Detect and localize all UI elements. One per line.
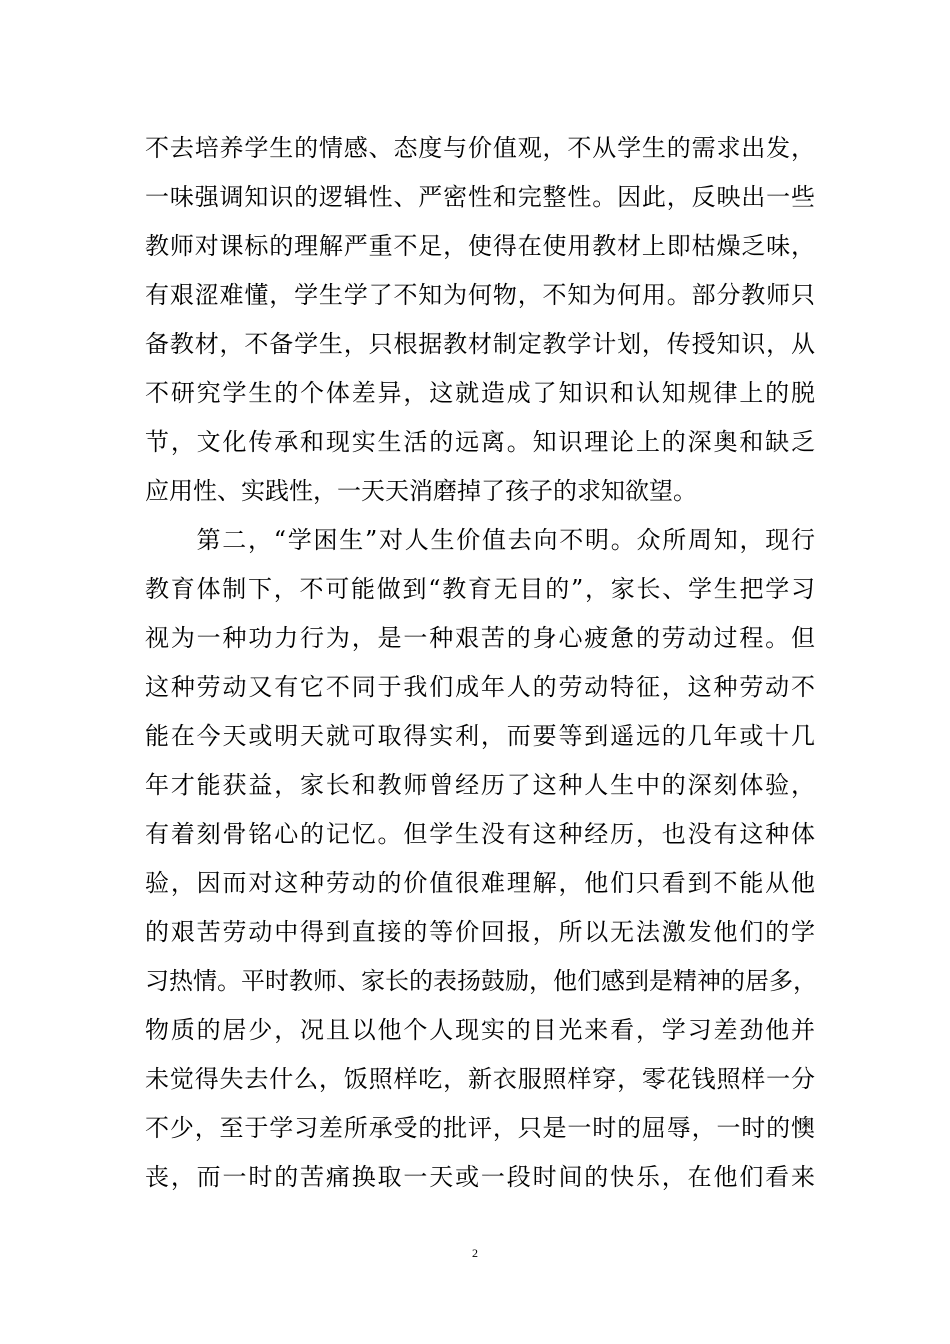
text-line: 第二，“学困生”对人生价值去向不明。众所周知，现行 [145, 526, 815, 554]
text-line: 年才能获益，家长和教师曾经历了这种人生中的深刻体验， [145, 771, 815, 799]
text-line: 一味强调知识的逻辑性、严密性和完整性。因此，反映出一些 [145, 183, 815, 211]
text-line: 视为一种功力行为，是一种艰苦的身心疲惫的劳动过程。但 [145, 624, 815, 652]
body-text [145, 124, 815, 1202]
page-number: 2 [472, 1246, 478, 1260]
text-line: 丧，而一时的苦痛换取一天或一段时间的快乐，在他们看来 [145, 1163, 815, 1191]
text-line: 这种劳动又有它不同于我们成年人的劳动特征，这种劳动不 [145, 673, 815, 701]
text-line: 教育体制下，不可能做到“教育无目的”，家长、学生把学习 [145, 575, 815, 603]
text-line: 验，因而对这种劳动的价值很难理解，他们只看到不能从他 [145, 869, 815, 897]
text-line: 应用性、实践性，一天天消磨掉了孩子的求知欲望。 [145, 477, 697, 505]
text-line: 节，文化传承和现实生活的远离。知识理论上的深奥和缺乏 [145, 428, 815, 456]
text-line: 有艰涩难懂，学生学了不知为何物，不知为何用。部分教师只 [145, 281, 815, 309]
text-line: 物质的居少，况且以他个人现实的目光来看，学习差劲他并 [145, 1016, 815, 1044]
text-line: 不少，至于学习差所承受的批评，只是一时的屈辱，一时的懊 [145, 1114, 815, 1142]
text-line: 有着刻骨铭心的记忆。但学生没有这种经历，也没有这种体 [145, 820, 815, 848]
text-line: 不去培养学生的情感、态度与价值观，不从学生的需求出发， [145, 134, 815, 162]
text-line: 不研究学生的个体差异，这就造成了知识和认知规律上的脱 [145, 379, 815, 407]
text-line: 未觉得失去什么，饭照样吃，新衣服照样穿，零花钱照样一分 [145, 1065, 815, 1093]
text-line: 备教材，不备学生，只根据教材制定教学计划，传授知识，从 [145, 330, 815, 358]
text-line: 的艰苦劳动中得到直接的等价回报，所以无法激发他们的学 [145, 918, 815, 946]
text-line: 习热情。平时教师、家长的表扬鼓励，他们感到是精神的居多， [145, 967, 817, 995]
text-line: 教师对课标的理解严重不足，使得在使用教材上即枯燥乏味， [145, 232, 815, 260]
text-line: 能在今天或明天就可取得实利，而要等到遥远的几年或十几 [145, 722, 815, 750]
